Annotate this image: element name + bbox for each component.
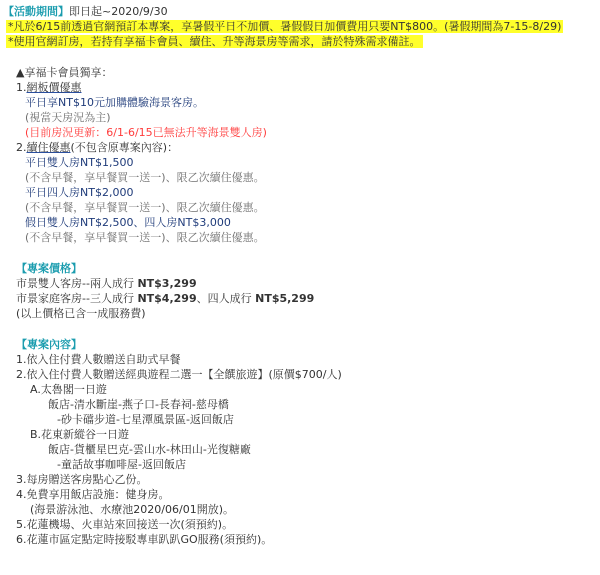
activity-period-line — [3, 4, 600, 19]
content-item-4-note: (海景游泳池、水療池2020/06/01開放)。 — [30, 503, 234, 516]
price-amount: NT$4,299 — [137, 292, 197, 305]
highlight-note-2: *使用官網訂房，若持有享福卡會員、續住、升等海景房等需求，請於特殊需求備註。 — [8, 35, 421, 48]
content-item-1: 1.依入住付費人數贈送自助式早餐 — [16, 353, 181, 366]
activity-period-label: 【活動期間】 — [3, 5, 69, 18]
member-item-2-line-4: (不含早餐，享早餐買一送一)、限乙次續住優惠。 — [25, 201, 265, 214]
tour-b-title: B.花東新縱谷一日遊 — [30, 428, 130, 441]
member-item-2-line-6: (不含早餐，享早餐買一送一)、限乙次續住優惠。 — [25, 231, 265, 244]
tour-a-route-1: 飯店-清水斷崖-燕子口-長春祠-慈母橋 — [48, 398, 229, 411]
member-item-1-line-3: (目前房況更新：6/1-6/15已無法升等海景雙人房) — [25, 126, 267, 139]
price-row-1: 市景雙人客房--兩人成行 NT$3,299 — [16, 277, 197, 290]
activity-period-value: 即日起~2020/9/30 — [69, 5, 168, 18]
member-item-1-line-2: (視當天房況為主) — [25, 111, 111, 124]
price-section-label: 【專案價格】 — [16, 262, 82, 275]
tour-a-title: A.太魯閣一日遊 — [30, 383, 107, 396]
price-amount: NT$5,299 — [255, 292, 315, 305]
member-section-title: ▲享福卡會員獨享： — [16, 66, 113, 79]
member-item-2-line-2: (不含早餐，享早餐買一送一)、限乙次續住優惠。 — [25, 171, 265, 184]
member-item-2-heading: 2.續住優惠(不包含原專案內容)： — [16, 141, 179, 154]
tour-b-route-1: 飯店-貨櫃星巴克-雲山水-林田山-光復糖廠 — [48, 443, 251, 456]
content-item-4: 4.免費享用飯店設施：健身房。 — [16, 488, 170, 501]
member-item-2-line-5: 假日雙人房NT$2,500、四人房NT$3,000 — [25, 216, 231, 229]
content-item-3: 3.每房贈送客房點心乙份。 — [16, 473, 148, 486]
member-item-2-line-1: 平日雙人房NT$1,500 — [25, 156, 134, 169]
member-item-1-line-1: 平日享NT$10元加購體驗海景客房。 — [25, 96, 204, 109]
price-note: (以上價格已含一成服務費) — [16, 307, 146, 320]
content-section-label: 【專案內容】 — [16, 338, 82, 351]
member-item-1-heading: 1.網板價優惠 — [16, 81, 82, 94]
content-item-6: 6.花蓮市區定點定時接駁專車趴趴GO服務(須預約)。 — [16, 533, 273, 546]
tour-b-route-2: -童話故事咖啡屋-返回飯店 — [57, 458, 186, 471]
tour-a-route-2: -砂卡礑步道-七星潭風景區-返回飯店 — [57, 413, 234, 426]
content-item-2: 2.依入住付費人數贈送經典遊程二選一【全饌旅遊】(原價$700/人) — [16, 368, 342, 381]
price-row-2: 市景家庭客房--三人成行 NT$4,299、四人成行 NT$5,299 — [16, 292, 315, 305]
highlight-note-1: *凡於6/15前透過官網預訂本專案，享暑假平日不加價、暑假假日加價費用只要NT$800。(暑假期間為7-15-8/29) — [8, 20, 562, 33]
content-item-5: 5.花蓮機場、火車站來回接送一次(須預約)。 — [16, 518, 234, 531]
price-amount: NT$3,299 — [137, 277, 197, 290]
member-item-2-line-3: 平日四人房NT$2,000 — [25, 186, 134, 199]
